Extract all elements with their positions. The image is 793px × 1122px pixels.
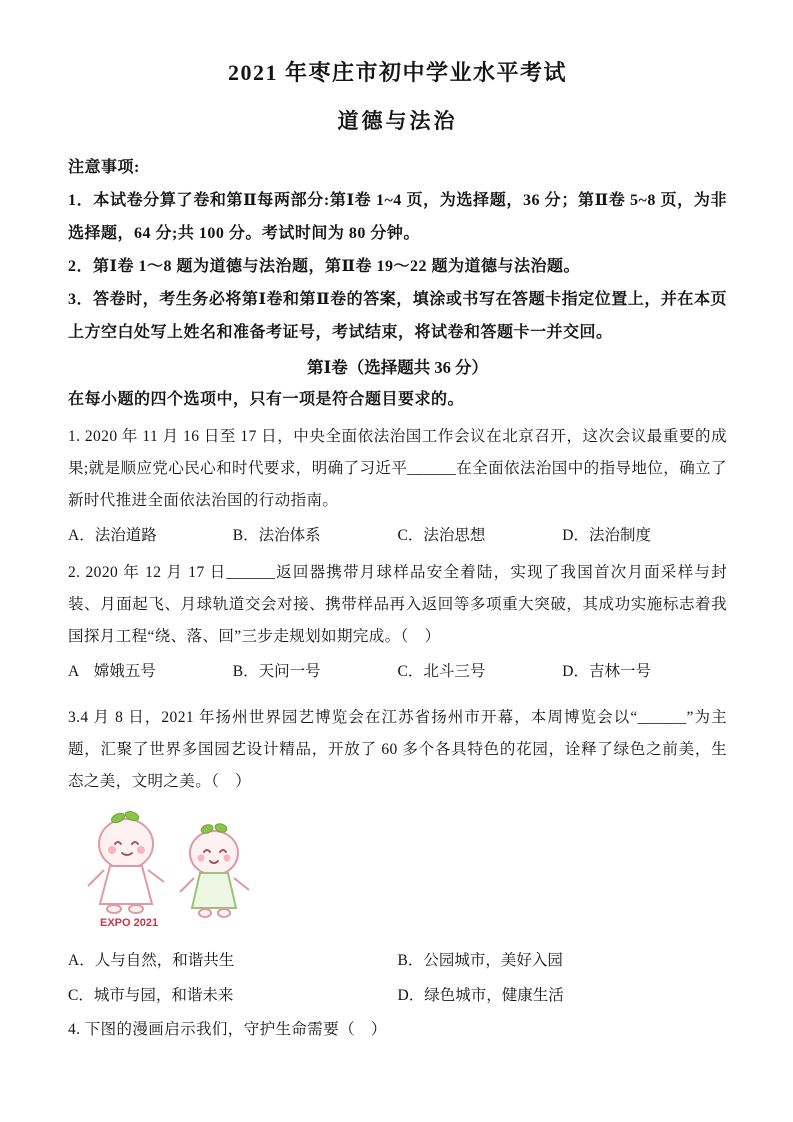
question-2-option-c: C．北斗三号 [397,663,486,680]
exam-subtitle: 道德与法治 [337,109,458,133]
question-3-stem: 3.4 月 8 日，2021 年扬州世界园艺博览会在江苏省扬州市开幕，本周博览会以“______”为主题，汇聚了世界多国园艺设计精品，开放了 60 多个各具特色的花园，诠释了绿色之前美，生态之美，文明之美。（ ） [68,709,727,790]
question-3-options-row-1 [68,944,727,977]
question-2-option-b: B．天问一号 [232,663,321,680]
question-4-stem: 4. 下图的漫画启示我们，守护生命需要（ ） [68,1021,387,1038]
expo-caption: EXPO 2021 [100,917,159,929]
notice-item-3: 3．答卷时，考生务必将第Ⅰ卷和第Ⅱ卷的答案，填涂或书写在答题卡指定位置上，并在本页上方空白处写上姓名和准备考证号，考试结束，将试卷和答题卡一并交回。 [68,291,727,341]
section-heading: 第Ⅰ卷（选择题共 36 分） [307,358,488,377]
question-3-option-a: A．人与自然，和谐共生 [68,952,235,969]
notice-item-1: 1．本试卷分算了卷和第Ⅱ每两部分:第Ⅰ卷 1~4 页，为选择题，36 分；第Ⅱ卷 5~8 页，为非选择题，64 分;共 100 分。考试时间为 80 分钟。 [68,192,727,242]
question-3-option-d: D．绿色城市，健康生活 [397,987,564,1004]
expo-mascots-illustration [74,808,269,936]
question-2-option-a: A 嫦娥五号 [68,663,156,680]
expo-mascots-image [74,808,269,936]
question-2-options [68,655,727,688]
notice-item-2: 2．第Ⅰ卷 1～8 题为道德与法治题，第Ⅱ卷 19～22 题为道德与法治题。 [68,258,580,275]
question-2-option-d: D．吉林一号 [562,663,651,680]
question-3-option-b: B．公园城市，美好入园 [397,952,563,969]
question-1-stem: 1. 2020 年 11 月 16 日至 17 日，中央全面依法治国工作会议在北京召开，这次会议最重要的成果;就是顺应党心民心和时代要求，明确了习近平______在全面依法治国中的指导地位，确立了新时代推进全面依法治国的行动指南。 [68,428,727,509]
question-1-option-c: C．法治思想 [397,527,486,544]
question-1-option-a: A．法治道路 [68,527,157,544]
notice-heading: 注意事项: [68,159,140,176]
section-note: 在每小题的四个选项中，只有一项是符合题目要求的。 [68,391,465,408]
question-3-option-c: C．城市与园，和谐未来 [68,987,234,1004]
question-1-options [68,519,727,552]
question-2-stem: 2. 2020 年 12 月 17 日______返回器携带月球样品安全着陆，实现了我国首次月面采样与封装、月面起飞、月球轨道交会对接、携带样品再入返回等多项重大突破，其成功实施标志着我国探月工程“绕、落、回”三步走规划如期完成。（ ） [68,564,727,645]
exam-title: 2021 年枣庄市初中学业水平考试 [227,60,567,85]
question-1-option-b: B．法治体系 [232,527,321,544]
question-1-option-d: D．法治制度 [562,527,651,544]
question-3-options-row-2 [68,979,727,1012]
